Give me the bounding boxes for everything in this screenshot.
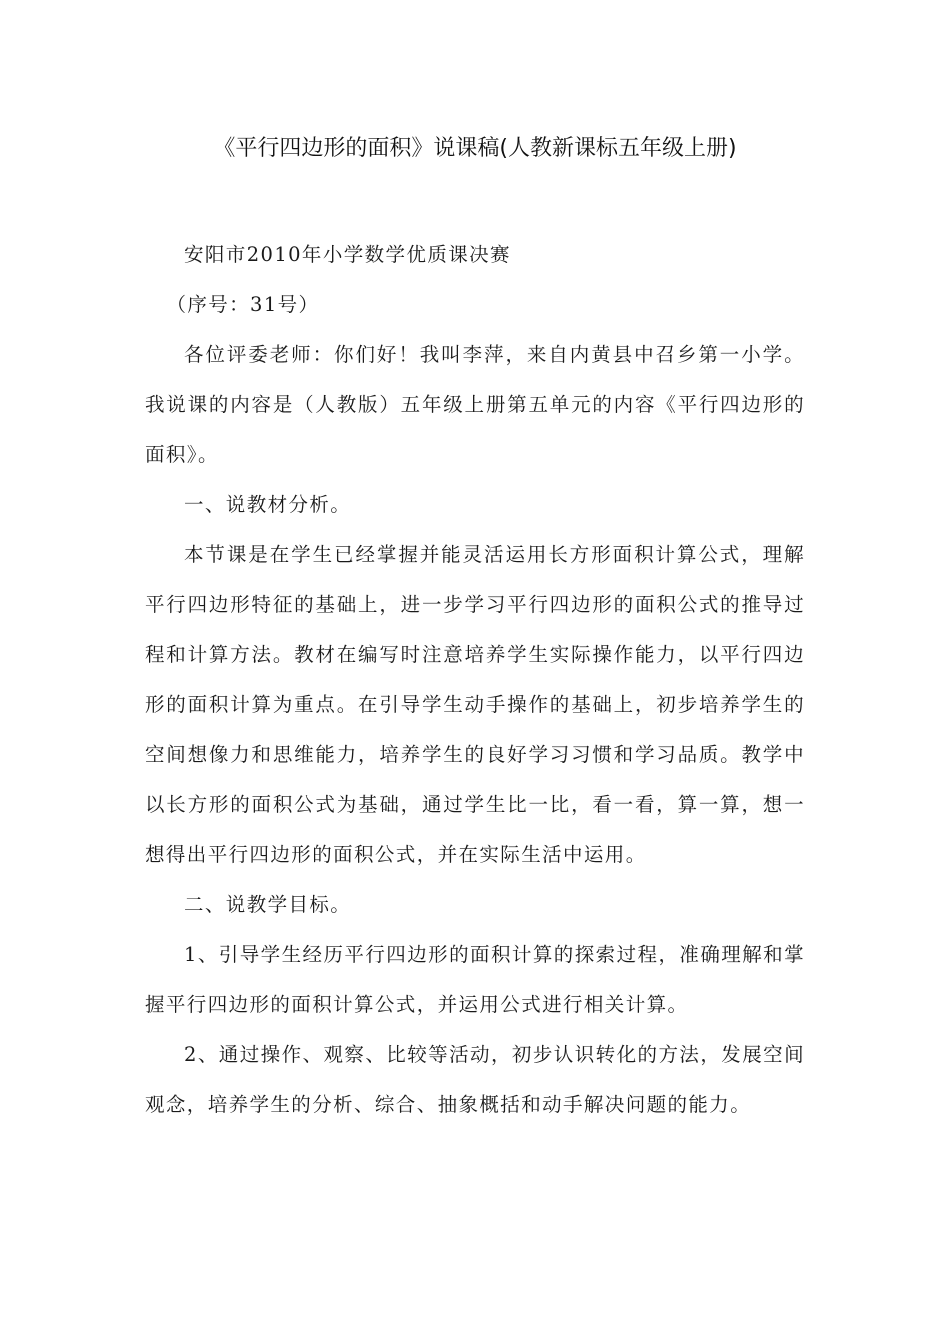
paragraph-textbook-analysis: 本节课是在学生已经掌握并能灵活运用长方形面积计算公式，理解平行四边形特征的基础上，进一步学习平行四边形的面积公式的推导过程和计算方法。教材在编写时注意培养学生实际操作能力，以平行四边形的面积计算为重点。在引导学生动手操作的基础上，初步培养学生的空间想像力和思维能力，培养学生的良好学习习惯和学习品质。教学中以长方形的面积公式为基础，通过学生比一比，看一看，算一算，想一想得出平行四边形的面积公式，并在实际生活中运用。 — [145, 543, 805, 866]
section-heading-textbook-analysis: 一、说教材分析。 — [184, 493, 352, 516]
paragraph-goal-1: 1、引导学生经历平行四边形的面积计算的探索过程，准确理解和掌握平行四边形的面积计算公式，并运用公式进行相关计算。 — [145, 943, 805, 1016]
document-body — [145, 230, 805, 1130]
section-heading-teaching-goals: 二、说教学目标。 — [184, 893, 352, 916]
paragraph-serial-number: （序号：31号） — [166, 293, 320, 316]
paragraph-goal-2: 2、通过操作、观察、比较等活动，初步认识转化的方法，发展空间观念，培养学生的分析、综合、抽象概括和动手解决问题的能力。 — [145, 1043, 805, 1116]
paragraph-event: 安阳市2010年小学数学优质课决赛 — [184, 243, 511, 266]
paragraph-greeting: 各位评委老师：你们好！我叫李萍，来自内黄县中召乡第一小学。我说课的内容是（人教版）五年级上册第五单元的内容《平行四边形的面积》。 — [145, 343, 805, 466]
document-title: 《平行四边形的面积》说课稿(人教新课标五年级上册) — [213, 136, 737, 161]
